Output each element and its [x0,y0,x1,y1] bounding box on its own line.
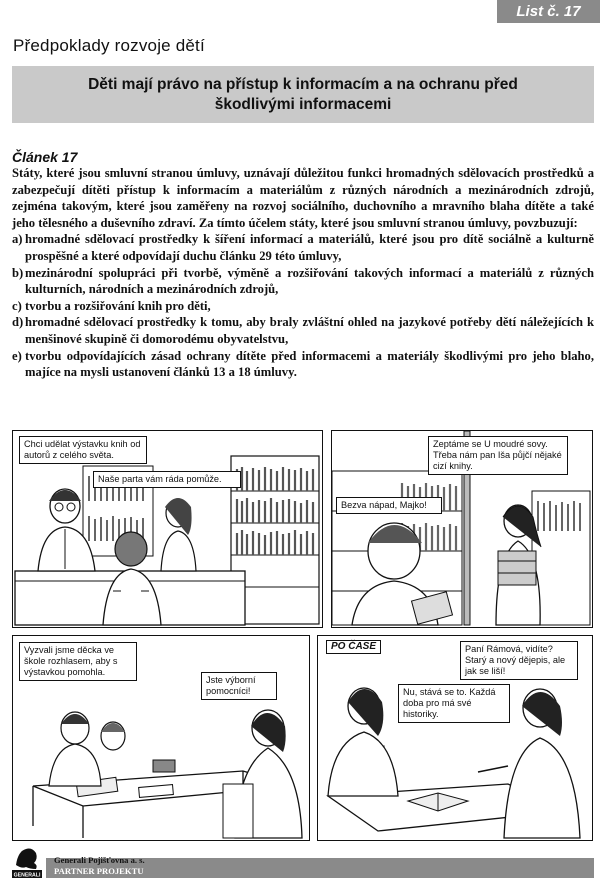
list-item [12,298,594,315]
list-letter: e) [12,348,22,363]
title-banner [12,66,594,123]
comic-panel-1 [12,430,323,628]
article-body [12,165,594,381]
comic-panel-4 [317,635,593,841]
footer-partner [54,855,145,876]
list-item [12,314,594,347]
speech-bubble: Zeptáme se U moudré sovy. Třeba nám pan Iša půjčí nějaké cizí knihy. [428,436,568,475]
time-caption: PO ČASE [326,640,381,654]
list-item [12,348,594,381]
speech-bubble: Nu, stává se to. Každá doba pro má své historiky. [398,684,510,723]
list-item [12,231,594,264]
generali-lion-logo [12,843,42,879]
list-letter: b) [12,265,24,280]
section-title: Předpoklady rozvoje dětí [13,36,205,55]
banner-title: Děti mají právo na přístup k informacím a na ochranu před škodlivými informacemi [88,75,518,113]
list-letter: c) [12,298,22,313]
list-item [12,265,594,298]
list-letter: d) [12,315,24,330]
speech-bubble: Bezva nápad, Majko! [336,497,442,514]
article-heading: Článek 17 [12,149,78,165]
speech-bubble: Chci udělat výstavku knih od autorů z celého světa. [19,436,147,464]
article-list [12,231,594,380]
comic-panel-3 [12,635,310,841]
list-item-text: hromadné sdělovací prostředky k šíření informací a materiálů, které jsou pro dítě sociálně a kulturně prospěšné a které odpovídají duchu článku 29 této úmluvy, [25,232,594,263]
article-intro: Státy, které jsou smluvní stranou úmluvy, uznávají důležitou funkci hromadných sdělovacích prostředků a zabezpečují dítěti přístup k informacím a materiálům z různých národních a mezinárodních zdrojů, zejména takovým, které jsou zaměřeny na rozvoj sociálního, duchovního a mravního blaha dítěte a také jeho tělesného a duševního zdraví. Za tímto účelem státy, které jsou smluvní stranou úmluvy, povzbuzují: [12,166,594,230]
speech-bubble: Jste výborní pomocníci! [201,672,277,700]
list-item-text: tvorbu odpovídajících zásad ochrany dítěte před informacemi a materiály škodlivými pro jeho blaho, majíce na mysli ustanovení článků 13 a 18 úmluvy. [25,348,594,380]
comic-panel-2 [331,430,593,628]
list-letter: a) [12,232,23,247]
svg-text:GENERALI: GENERALI [13,872,41,879]
list-item-text: hromadné sdělovací prostředky k tomu, aby braly zvláštní ohled na jazykové potřeby dětí náležejících k menšinové skupině či domorodému obyvatelstvu, [25,315,594,346]
speech-bubble: Naše parta vám ráda pomůže. [93,471,241,488]
speech-bubble: Vyzvali jsme děcka ve škole rozhlasem, aby s výstavkou pomohla. [19,642,137,681]
footer-partner-label: PARTNER PROJEKTU [54,866,144,876]
footer-company: Generali Pojišťovna a. s. [54,855,145,865]
list-item-text: tvorbu a rozšiřování knih pro děti, [25,298,211,313]
speech-bubble: Paní Rámová, vidíte? Starý a nový dějepis, ale jak se liší! [460,641,578,680]
sheet-number-tag: List č. 17 [497,0,600,23]
comic-strip [12,430,594,844]
list-item-text: mezinárodní spolupráci při tvorbě, výměně a rozšiřování takových informací a materiálů z různých kulturních, národních a mezinárodních zdrojů, [25,265,594,297]
